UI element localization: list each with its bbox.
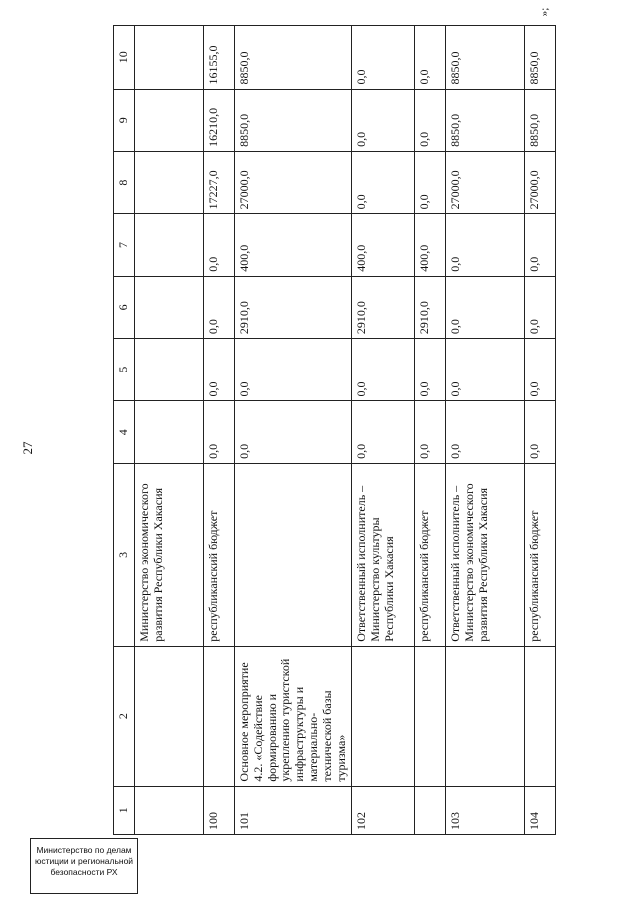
value-cell: 0,0: [415, 401, 446, 463]
header-cell: 8: [114, 151, 135, 213]
value-cell: [135, 401, 204, 463]
table-row: [446, 26, 525, 835]
header-cell: 4: [114, 401, 135, 463]
value-cell: 0,0: [446, 401, 525, 463]
value-cell: 0,0: [204, 214, 235, 276]
value-cell: 0,0: [352, 401, 415, 463]
header-cell: 9: [114, 89, 135, 151]
value-cell: 8850,0: [525, 89, 556, 151]
executor-cell: Ответственный исполнитель – Министерство экономического развития Республики Хакасия: [446, 463, 525, 646]
value-cell: [135, 26, 204, 90]
value-cell: [135, 339, 204, 401]
header-cell: 6: [114, 276, 135, 338]
closing-quote-mark: »;: [538, 7, 551, 17]
value-cell: 0,0: [352, 89, 415, 151]
activity-cell: Основное мероприятие 4.2. «Содействие формированию и укреплению туристской инфраструктуры и материально-технической базы туризма»: [235, 646, 352, 786]
value-cell: 8850,0: [235, 89, 352, 151]
activity-cell: [135, 646, 204, 786]
executor-cell: [235, 463, 352, 646]
value-cell: 0,0: [446, 276, 525, 338]
value-cell: 0,0: [415, 26, 446, 90]
executor-cell: республиканский бюджет: [204, 463, 235, 646]
table-row: [235, 26, 352, 835]
row-number: [135, 786, 204, 834]
value-cell: 2910,0: [352, 276, 415, 338]
header-cell: 3: [114, 463, 135, 646]
value-cell: 27000,0: [446, 151, 525, 213]
value-cell: 400,0: [415, 214, 446, 276]
value-cell: [135, 214, 204, 276]
row-number: 104: [525, 786, 556, 834]
header-cell: 7: [114, 214, 135, 276]
value-cell: 8850,0: [525, 26, 556, 90]
activity-cell: [204, 646, 235, 786]
value-cell: 0,0: [415, 151, 446, 213]
value-cell: 8850,0: [446, 26, 525, 90]
value-cell: 27000,0: [235, 151, 352, 213]
value-cell: [135, 89, 204, 151]
budget-table-rotated: [113, 25, 563, 835]
row-number: [415, 786, 446, 834]
value-cell: 0,0: [525, 339, 556, 401]
activity-cell: [415, 646, 446, 786]
value-cell: [135, 276, 204, 338]
value-cell: 400,0: [235, 214, 352, 276]
value-cell: 400,0: [352, 214, 415, 276]
ministry-stamp: [30, 838, 138, 894]
executor-cell: республиканский бюджет: [415, 463, 446, 646]
value-cell: 0,0: [446, 214, 525, 276]
value-cell: 0,0: [204, 401, 235, 463]
stamp-line: Министерство по делам: [36, 845, 132, 855]
value-cell: 27000,0: [525, 151, 556, 213]
row-number: 102: [352, 786, 415, 834]
header-cell: 2: [114, 646, 135, 786]
value-cell: 17227,0: [204, 151, 235, 213]
value-cell: 0,0: [235, 339, 352, 401]
page-number: 27: [20, 441, 35, 455]
value-cell: 0,0: [415, 89, 446, 151]
row-number: 103: [446, 786, 525, 834]
value-cell: 0,0: [352, 339, 415, 401]
table-row: [525, 26, 556, 835]
row-number: 101: [235, 786, 352, 834]
activity-cell: [446, 646, 525, 786]
value-cell: 0,0: [235, 401, 352, 463]
table-row: [352, 26, 415, 835]
executor-cell: республиканский бюджет: [525, 463, 556, 646]
activity-cell: [525, 646, 556, 786]
row-number: 100: [204, 786, 235, 834]
table-row: [135, 26, 204, 835]
value-cell: 0,0: [415, 339, 446, 401]
header-cell: 10: [114, 26, 135, 90]
value-cell: 0,0: [446, 339, 525, 401]
value-cell: 8850,0: [446, 89, 525, 151]
value-cell: 16210,0: [204, 89, 235, 151]
value-cell: 0,0: [525, 214, 556, 276]
activity-cell: [352, 646, 415, 786]
table-row: [415, 26, 446, 835]
executor-cell: Ответственный исполнитель – Министерство культуры Республики Хакасия: [352, 463, 415, 646]
value-cell: 0,0: [204, 339, 235, 401]
value-cell: [135, 151, 204, 213]
value-cell: 8850,0: [235, 26, 352, 90]
stamp-line: юстиции и региональной: [34, 856, 134, 867]
stamp-line: безопасности РХ: [50, 867, 118, 878]
value-cell: 0,0: [352, 151, 415, 213]
header-row: [114, 26, 135, 835]
header-cell: 1: [114, 786, 135, 834]
value-cell: 2910,0: [235, 276, 352, 338]
header-cell: 5: [114, 339, 135, 401]
value-cell: 0,0: [525, 401, 556, 463]
table-row: [204, 26, 235, 835]
value-cell: 16155,0: [204, 26, 235, 90]
value-cell: 0,0: [525, 276, 556, 338]
executor-cell: Министерство экономического развития Республики Хакасия: [135, 463, 204, 646]
value-cell: 2910,0: [415, 276, 446, 338]
value-cell: 0,0: [204, 276, 235, 338]
value-cell: 0,0: [352, 26, 415, 90]
budget-table: [113, 25, 556, 835]
